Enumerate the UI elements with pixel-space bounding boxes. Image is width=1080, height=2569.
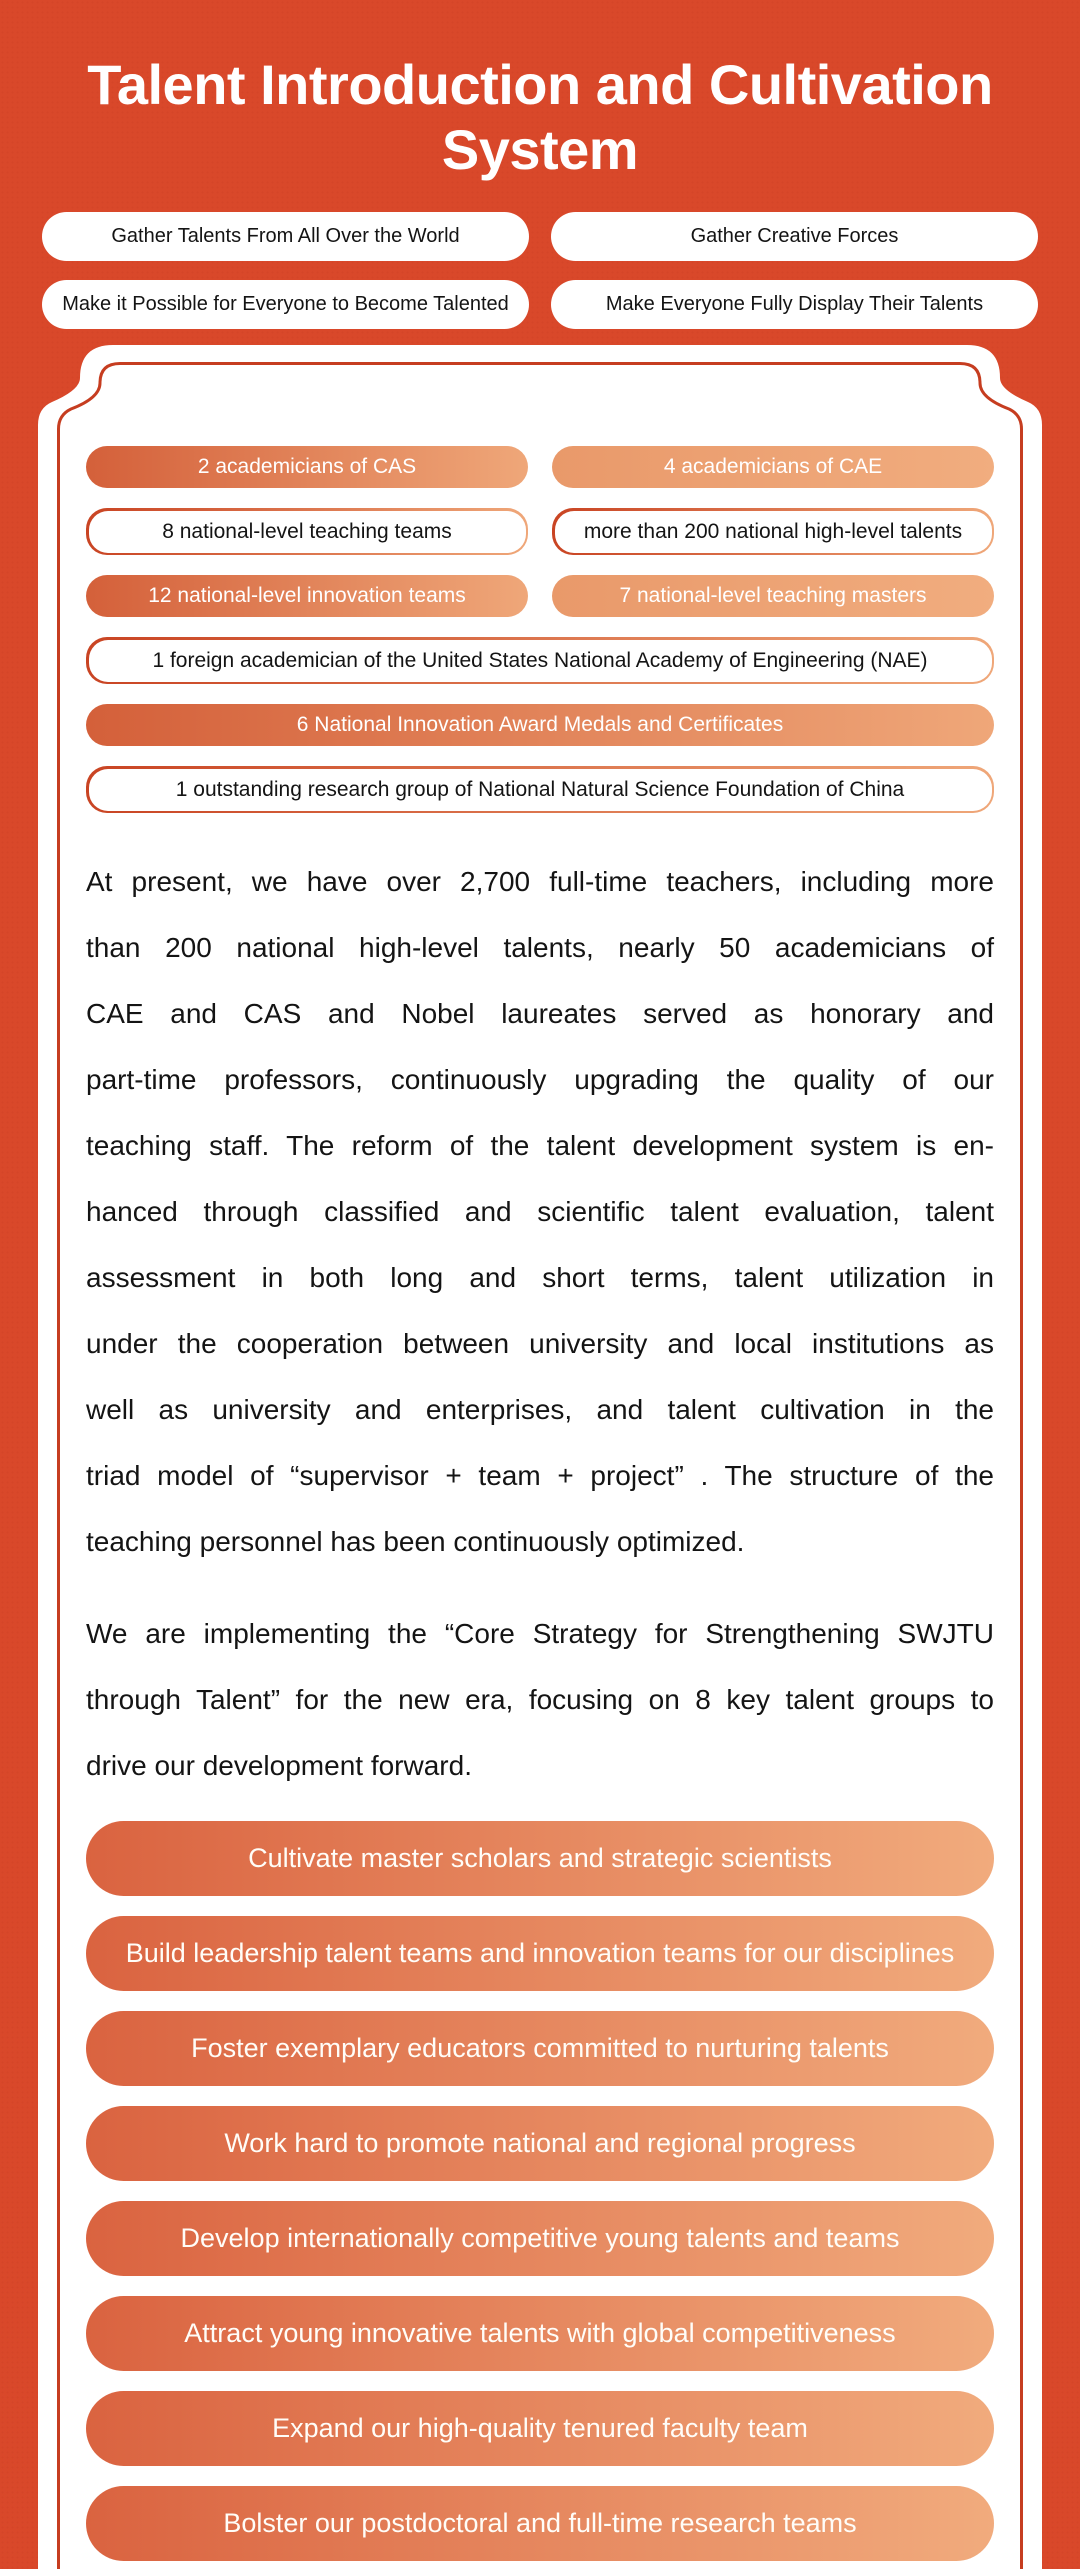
paragraph-line: through Talent” for the new era, focusing on 8 key talent groups to	[86, 1684, 994, 1715]
card-ornament-top	[38, 345, 1042, 440]
paragraph	[86, 849, 994, 1575]
paragraph-line: teaching personnel has been continuously optimized.	[86, 1526, 745, 1557]
paragraph-line: At present, we have over 2,700 full-time teachers, including more	[86, 866, 994, 897]
stat-pill-label: 8 national-level teaching teams	[89, 511, 526, 553]
stat-pill: 6 National Innovation Award Medals and Certificates	[86, 704, 994, 746]
paragraph-line: teaching staff. The reform of the talent development system is en-	[86, 1130, 994, 1161]
talent-group-pill: Develop internationally competitive young talents and teams	[86, 2201, 994, 2276]
slogan-pill: Gather Creative Forces	[551, 212, 1038, 261]
stat-pill	[86, 637, 994, 684]
stat-pill: 2 academicians of CAS	[86, 446, 528, 488]
stat-pill: 4 academicians of CAE	[552, 446, 994, 488]
paragraph-line: We are implementing the “Core Strategy for Strengthening SWJTU	[86, 1618, 994, 1649]
talent-group-pill: Attract young innovative talents with global competitiveness	[86, 2296, 994, 2371]
talent-group-pill: Build leadership talent teams and innovation teams for our disciplines	[86, 1916, 994, 1991]
paragraph-line: assessment in both long and short terms, talent utilization in	[86, 1262, 994, 1293]
paragraph-line: triad model of “supervisor + team + project” . The structure of the	[86, 1460, 994, 1491]
stat-pill-label: 1 outstanding research group of National Natural Science Foundation of China	[89, 769, 992, 811]
talent-group-pill: Work hard to promote national and regional progress	[86, 2106, 994, 2181]
stat-pill-label: 1 foreign academician of the United States National Academy of Engineering (NAE)	[89, 640, 992, 682]
card-body	[38, 440, 1042, 2569]
talent-group-pill: Expand our high-quality tenured faculty team	[86, 2391, 994, 2466]
page-title: Talent Introduction and Cultivation System	[87, 53, 993, 181]
stat-pill	[86, 766, 994, 813]
paragraph-line: CAE and CAS and Nobel laureates served as honorary and	[86, 998, 994, 1029]
slogan-pill: Gather Talents From All Over the World	[42, 212, 529, 261]
stats-grid	[86, 446, 994, 813]
stat-pill	[86, 508, 528, 555]
paragraph-line: part-time professors, continuously upgrading the quality of our	[86, 1064, 994, 1095]
talent-group-list	[86, 1821, 994, 2561]
paragraph-line: hanced through classified and scientific talent evaluation, talent	[86, 1196, 994, 1227]
paragraph-line: well as university and enterprises, and talent cultivation in the	[86, 1394, 994, 1425]
slogan-pill: Make it Possible for Everyone to Become Talented	[42, 280, 529, 329]
talent-group-pill: Foster exemplary educators committed to nurturing talents	[86, 2011, 994, 2086]
stat-pill: 7 national-level teaching masters	[552, 575, 994, 617]
stat-pill-label: more than 200 national high-level talents	[555, 511, 992, 553]
stat-pill: 12 national-level innovation teams	[86, 575, 528, 617]
slogan-pill: Make Everyone Fully Display Their Talents	[551, 280, 1038, 329]
paragraph-line: than 200 national high-level talents, nearly 50 academicians of	[86, 932, 994, 963]
talent-group-pill: Cultivate master scholars and strategic scientists	[86, 1821, 994, 1896]
paragraph	[86, 1601, 994, 1799]
stat-pill	[552, 508, 994, 555]
paragraph-line: drive our development forward.	[86, 1750, 472, 1781]
paragraph-line: under the cooperation between university and local institutions as	[86, 1328, 994, 1359]
talent-group-pill: Bolster our postdoctoral and full-time research teams	[86, 2486, 994, 2561]
slogan-row	[42, 212, 1038, 329]
content-card	[38, 345, 1042, 2569]
